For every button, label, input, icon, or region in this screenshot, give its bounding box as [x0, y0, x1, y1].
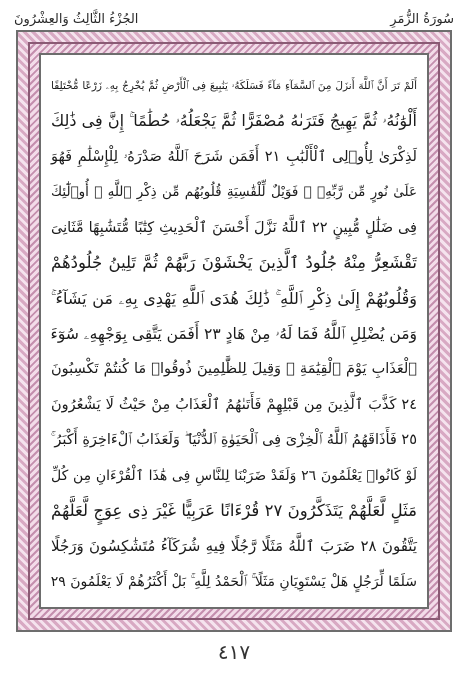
text-line: تَقْشَعِرُّ مِنْهُ جُلُودُ ٱلَّذِينَ يَخْشَوْنَ رَبَّهُمْ ثُمَّ تَلِينُ جُلُودُهُمْ: [51, 253, 417, 273]
page-header: [14, 6, 454, 32]
quran-text: [41, 55, 427, 607]
text-line: يَتَّقُونَ ٢٨ ضَرَبَ ٱللَّهُ مَثَلًا رَّجُلًا فِيهِ شُرَكَآءُ مُتَشَٰكِسُونَ وَرَجُلًا: [51, 537, 417, 556]
text-line: فِى ضَلَٰلٍ مُّبِينٍ ٢٢ ٱللَّهُ نَزَّلَ أَحْسَنَ ٱلْحَدِيثِ كِتَٰبًا مُّتَشَٰبِهًا مَّثَانِىَ: [51, 219, 417, 236]
text-line: ٢٥ فَأَذَاقَهُمُ ٱللَّهُ ٱلْخِزْىَ فِى ٱلْحَيَوٰةِ ٱلدُّنْيَا ۖ وَلَعَذَابُ ٱلْءَاخِرَةِ أَكْبَرُ ۚ: [50, 432, 417, 449]
text-line: ٱلْعَذَابِ يَوْمَ ٱلْقِيَٰمَةِ ۚ وَقِيلَ لِلظَّٰلِمِينَ ذُوقُوا۟ مَا كُنتُمْ تَكْسِبُونَ: [51, 361, 417, 378]
text-line: لَذِكْرَىٰ لِأُو۟لِى ٱلْأَلْبَٰبِ ٢١ أَفَمَن شَرَحَ ٱللَّهُ صَدْرَهُۥ لِلْإِسْلَٰمِ فَهُوَ: [51, 148, 417, 165]
text-line: مَثَلٍ لَّعَلَّهُمْ يَتَذَكَّرُونَ ٢٧ قُرْءَانًا عَرَبِيًّا غَيْرَ ذِى عِوَجٍ لَّعَلَّهُمْ: [51, 501, 417, 521]
text-panel: [39, 53, 429, 609]
decorative-frame: [16, 30, 452, 632]
text-line: أَلَمْ تَرَ أَنَّ ٱللَّهَ أَنزَلَ مِنَ ٱلسَّمَآءِ مَآءً فَسَلَكَهُۥ يَنَٰبِيعَ فِى ٱلْأَرْضِ ثُمَّ يُخْرِجُ بِهِۦ زَرْعًا مُّخْتَلِفًا: [51, 80, 417, 92]
frame-border: [28, 42, 440, 620]
page-number: ٤١٧: [217, 640, 251, 664]
text-line: وَقُلُوبُهُمْ إِلَىٰ ذِكْرِ ٱللَّهِ ۚ ذَٰلِكَ هُدَى ٱللَّهِ يَهْدِى بِهِۦ مَن يَشَآءُ ۚ: [51, 288, 417, 308]
text-line: عَلَىٰ نُورٍ مِّن رَّبِّهِۦ ۚ فَوَيْلٌ لِّلْقَٰسِيَةِ قُلُوبُهُم مِّن ذِكْرِ ٱللَّهِ ۚ أُو۟لَٰٓئِكَ: [51, 184, 417, 201]
surah-name: سُورَةُ الزُّمَرِ: [390, 11, 454, 27]
text-line: وَمَن يُضْلِلِ ٱللَّهُ فَمَا لَهُۥ مِنْ هَادٍ ٢٣ أَفَمَن يَتَّقِى بِوَجْهِهِۦ سُوٓءَ: [50, 324, 417, 343]
text-line: ٢٤ كَذَّبَ ٱلَّذِينَ مِن قَبْلِهِمْ فَأَتَىٰهُمُ ٱلْعَذَابُ مِنْ حَيْثُ لَا يَشْعُرُونَ: [51, 396, 417, 413]
text-line: لَوْ كَانُوا۟ يَعْلَمُونَ ٢٦ وَلَقَدْ ضَرَبْنَا لِلنَّاسِ فِى هَٰذَا ٱلْقُرْءَانِ مِن كُلِّ: [51, 467, 418, 484]
text-line: سَلَمًا لِّرَجُلٍ هَلْ يَسْتَوِيَانِ مَثَلًا ۚ ٱلْحَمْدُ لِلَّهِ ۚ بَلْ أَكْثَرُهُمْ لَا يَعْلَمُونَ ٢٩: [50, 573, 417, 590]
text-line: أَلْوَٰنُهُۥ ثُمَّ يَهِيجُ فَتَرَىٰهُ مُصْفَرًّا ثُمَّ يَجْعَلُهُۥ حُطَٰمًا ۚ إِنَّ فِى ذَٰلِكَ: [51, 111, 417, 131]
juz-name: الجُزْءُ الثَّالِثُ وَالعِشْرُونَ: [14, 11, 139, 27]
